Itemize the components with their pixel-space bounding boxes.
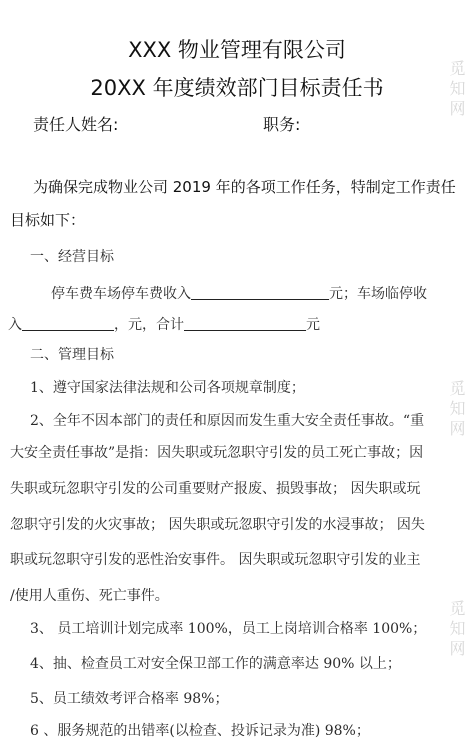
income-label: 入 [8,317,22,333]
parking-revenue-label: 停车费车场停车费收入 [51,286,191,302]
position-label: 职务: [263,115,301,134]
management-item-6: 6 、服务规范的出错率(以检查、投诉记录为准) 98%； [30,723,370,739]
total-blank [184,316,306,331]
management-item-2-line-4: 忽职守引发的火灾事故； 因失职或玩忽职守引发的水浸事故； 因失 [10,517,425,533]
watermark-middle: 觅知网 [447,380,466,440]
management-item-3: 3、 员工培训计划完成率 100%，员工上岗培训合格率 100%； [30,621,427,637]
management-item-5: 5、员工绩效考评合格率 98%； [30,691,229,707]
management-item-4: 4、抽、检查员工对安全保卫部工作的满意率达 90% 以上； [30,656,401,672]
watermark-top: 觅知网 [447,60,466,120]
intro-line-2: 目标如下： [10,211,86,229]
currency-unit: 元 [306,317,320,333]
temp-parking-label: 元；车场临停收 [329,286,427,302]
management-item-1: 1、遵守国家法律法规和公司各项规章制度； [30,380,305,396]
document-title: 20XX 年度绩效部门目标责任书 [90,76,384,100]
intro-line-1: 为确保完成物业公司 2019 年的各项工作任务，特制定工作责任 [33,178,456,196]
management-item-2-line-6: /使用人重伤、死亡事件。 [10,588,169,604]
section-heading-management: 二、管理目标 [30,347,114,363]
management-item-2-line-5: 职或玩忽职守引发的恶性治安事件。 因失职或玩忽职守引发的业主 [10,552,421,568]
company-title: XXX 物业管理有限公司 [128,38,346,62]
responsible-name-label: 责任人姓名: [33,115,119,134]
management-item-2-line-2: 大安全责任事故”是指：因失职或玩忽职守引发的员工死亡事故；因 [10,445,424,461]
business-target-line-1 [51,283,427,303]
business-target-line-2 [8,314,320,334]
management-item-2-line-3: 失职或玩忽职守引发的公司重要财产报废、损毁事故； 因失职或玩 [10,481,421,497]
parking-revenue-blank [191,285,329,300]
watermark-bottom: 觅知网 [447,600,466,660]
temp-parking-blank [22,316,114,331]
section-heading-business: 一、经营目标 [30,249,114,265]
management-item-2-line-1: 2、全年不因本部门的责任和原因而发生重大安全责任事故。“重 [30,413,425,429]
total-label: ，元，合计 [114,317,184,333]
